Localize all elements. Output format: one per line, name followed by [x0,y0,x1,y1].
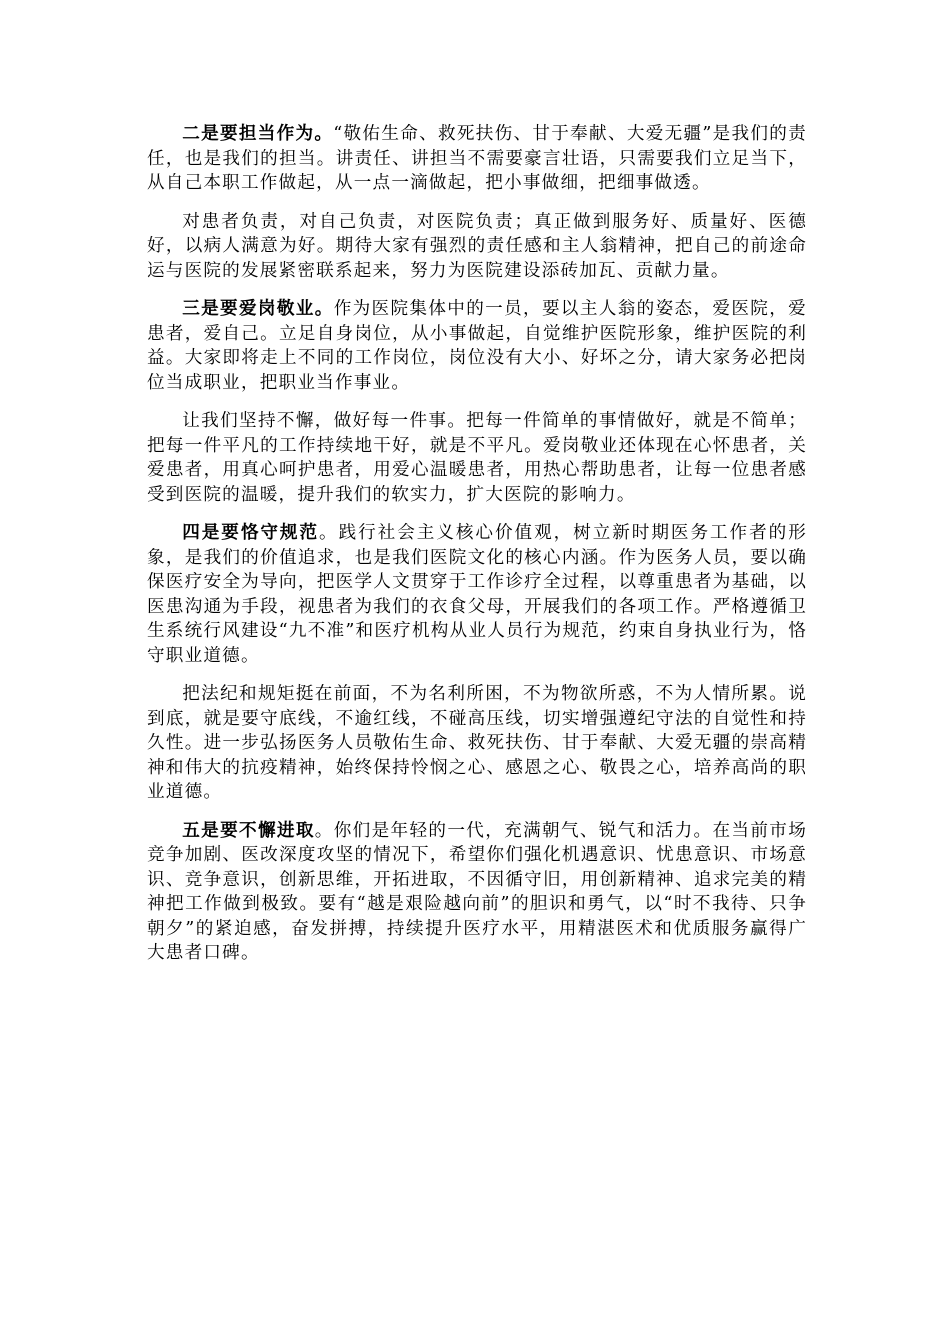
paragraph-4-text: 让我们坚持不懈，做好每一件事。把每一件简单的事情做好，就是不简单；把每一件平凡的工作持续地干好，就是不平凡。爱岗敬业还体现在心怀患者，关爱患者，用真心呵护患者，用爱心温暖患者，用热心帮助患者，让每一位患者感受到医院的温暖，提升我们的软实力，扩大医院的影响力。 [147,411,807,505]
paragraph-5-heading: 四是要恪守规范 [182,522,320,543]
paragraph-7 [147,819,807,966]
paragraph-3-heading: 三是要爱岗敬业。 [182,298,334,319]
paragraph-7-heading: 五是要不懈进取 [182,819,315,841]
paragraph-4 [147,409,807,507]
paragraph-5-text: 。践行社会主义核心价值观，树立新时期医务工作者的形象，是我们的价值追求，也是我们医院文化的核心内涵。作为医务人员，要以确保医疗安全为导向，把医学人文贯穿于工作诊疗全过程，以尊重患者为基础，以医患沟通为手段，视患者为我们的衣食父母，开展我们的各项工作。严格遵循卫生系统行风建设“九不准”和医疗机构从业人员行为规范，约束自身执业行为，恪守职业道德。 [147,523,807,666]
paragraph-1-text: “敬佑生命、救死扶伤、甘于奉献、大爱无疆”是我们的责任，也是我们的担当。讲责任、讲担当不需要豪言壮语，只需要我们立足当下，从自己本职工作做起，从一点一滴做起，把小事做细，把细事做透。 [147,124,807,193]
paragraph-1 [147,122,807,196]
paragraph-1-heading: 二是要担当作为。 [182,123,334,144]
paragraph-2 [147,210,807,284]
paragraph-2-text: 对患者负责，对自己负责，对医院负责；真正做到服务好、质量好、医德好，以病人满意为好。期待大家有强烈的责任感和主人翁精神，把自己的前途命运与医院的发展紧密联系起来，努力为医院建设添砖加瓦、贡献力量。 [147,211,807,281]
paragraph-3-text: 作为医院集体中的一员，要以主人翁的姿态，爱医院，爱患者，爱自己。立足自身岗位，从小事做起，自觉维护医院形象，维护医院的利益。大家即将走上不同的工作岗位，岗位没有大小、好坏之分，请大家务必把岗位当成职业，把职业当作事业。 [147,299,807,393]
paragraph-3 [147,297,807,395]
paragraph-6-text: 把法纪和规矩挺在前面，不为名利所困，不为物欲所惑，不为人情所累。说到底，就是要守底线，不逾红线，不碰高压线，切实增强遵纪守法的自觉性和持久性。进一步弘扬医务人员敬佑生命、救死扶伤、甘于奉献、大爱无疆的崇高精神和伟大的抗疫精神，始终保持怜悯之心、感恩之心、敬畏之心，培养高尚的职业道德。 [147,684,807,802]
document-body [147,122,807,980]
paragraph-6 [147,682,807,805]
paragraph-7-text: 。你们是年轻的一代，充满朝气、锐气和活力。在当前市场竞争加剧、医改深度攻坚的情况下，希望你们强化机遇意识、忧患意识、市场意识、竞争意识，创新思维，开拓进取，不因循守旧，用创新精神、追求完美的精神把工作做到极致。要有“越是艰险越向前”的胆识和勇气，以“时不我待、只争朝夕”的紧迫感，奋发拼搏，持续提升医疗水平，用精湛医术和优质服务赢得广大患者口碑。 [147,820,808,963]
paragraph-5 [147,521,807,668]
